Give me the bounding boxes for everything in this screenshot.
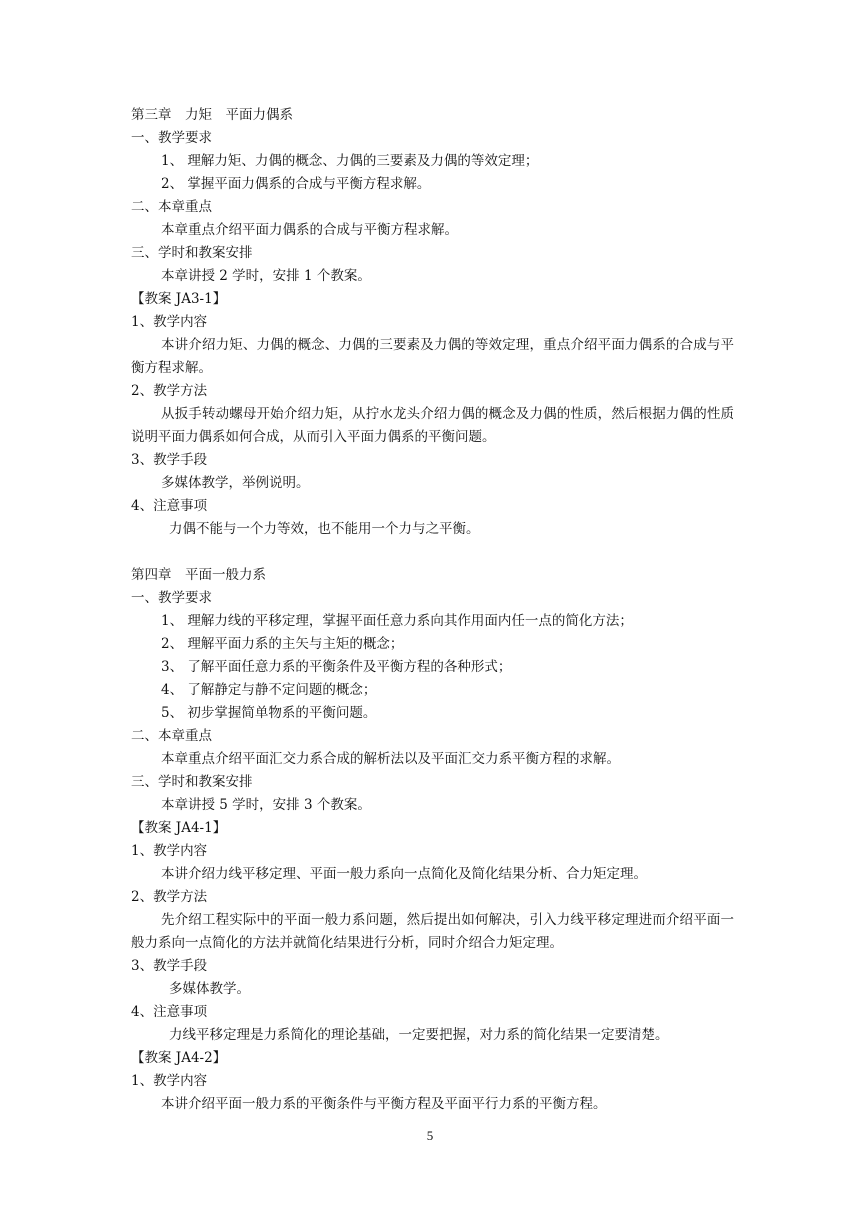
chapter4-hours-text: 本章讲授 5 学时，安排 3 个教案。 (161, 797, 371, 813)
chapter4-requirement-item: 3、 了解平面任意力系的平衡条件及平衡方程的各种形式； (161, 659, 512, 675)
teaching-means-text: 多媒体教学，举例说明。 (161, 475, 310, 491)
teaching-content-heading: 1、教学内容 (131, 314, 208, 330)
page-number: 5 (426, 1128, 434, 1143)
page-content (131, 104, 734, 1116)
chapter3-title: 第三章 力矩 平面力偶系 (131, 107, 293, 123)
chapter4-requirement-item: 1、 理解力线的平移定理，掌握平面任意力系向其作用面内任一点的简化方法； (161, 613, 633, 629)
chapter3-focus-text: 本章重点介绍平面力偶系的合成与平衡方程求解。 (161, 222, 458, 238)
teaching-content-heading: 1、教学内容 (131, 1073, 208, 1089)
chapter3-requirement-item: 1、 理解力矩、力偶的概念、力偶的三要素及力偶的等效定理； (161, 153, 539, 169)
notes-text: 力线平移定理是力系简化的理论基础，一定要把握，对力系的简化结果一定要清楚。 (169, 1027, 669, 1043)
lesson-plan-label: 【教案 JA4-2】 (131, 1050, 227, 1066)
teaching-content-heading: 1、教学内容 (131, 843, 208, 859)
chapter4-focus-heading: 二、本章重点 (131, 728, 212, 744)
teaching-means-heading: 3、教学手段 (131, 958, 208, 974)
chapter4-requirement-item: 2、 理解平面力系的主矢与主矩的概念； (161, 636, 404, 652)
chapter4-hours-heading: 三、学时和教案安排 (131, 774, 253, 790)
chapter3-requirements-heading: 一、教学要求 (131, 130, 212, 146)
teaching-method-heading: 2、教学方法 (131, 889, 208, 905)
teaching-content-text: 本讲介绍力矩、力偶的概念、力偶的三要素及力偶的等效定理，重点介绍平面力偶系的合成与平衡方程求解。 (131, 337, 734, 376)
chapter3-hours-heading: 三、学时和教案安排 (131, 245, 253, 261)
teaching-means-text: 多媒体教学。 (169, 981, 250, 997)
notes-heading: 4、注意事项 (131, 498, 208, 514)
chapter4-focus-text: 本章重点介绍平面汇交力系合成的解析法以及平面汇交力系平衡方程的求解。 (161, 751, 620, 767)
chapter4-requirement-item: 4、 了解静定与静不定问题的概念； (161, 682, 377, 698)
notes-heading: 4、注意事项 (131, 1004, 208, 1020)
teaching-content-text: 本讲介绍平面一般力系的平衡条件与平衡方程及平面平行力系的平衡方程。 (161, 1096, 607, 1112)
chapter4-requirements-heading: 一、教学要求 (131, 590, 212, 606)
teaching-method-text: 先介绍工程实际中的平面一般力系问题，然后提出如何解决，引入力线平移定理进而介绍平面一般力系向一点简化的方法并就简化结果进行分析，同时介绍合力矩定理。 (131, 912, 734, 951)
teaching-method-text: 从扳手转动螺母开始介绍力矩，从拧水龙头介绍力偶的概念及力偶的性质，然后根据力偶的性质说明平面力偶系如何合成，从而引入平面力偶系的平衡问题。 (131, 406, 734, 445)
chapter4-requirement-item: 5、 初步掌握简单物系的平衡问题。 (161, 705, 377, 721)
chapter3-hours-text: 本章讲授 2 学时，安排 1 个教案。 (161, 268, 371, 284)
chapter3-focus-heading: 二、本章重点 (131, 199, 212, 215)
notes-text: 力偶不能与一个力等效，也不能用一个力与之平衡。 (169, 521, 480, 537)
lesson-plan-label: 【教案 JA4-1】 (131, 820, 227, 836)
chapter4-title: 第四章 平面一般力系 (131, 567, 266, 583)
chapter3-requirement-item: 2、 掌握平面力偶系的合成与平衡方程求解。 (161, 176, 431, 192)
teaching-method-heading: 2、教学方法 (131, 383, 208, 399)
teaching-content-text: 本讲介绍力线平移定理、平面一般力系向一点简化及简化结果分析、合力矩定理。 (161, 866, 647, 882)
teaching-means-heading: 3、教学手段 (131, 452, 208, 468)
section-gap (131, 541, 734, 564)
lesson-plan-label: 【教案 JA3-1】 (131, 291, 227, 307)
